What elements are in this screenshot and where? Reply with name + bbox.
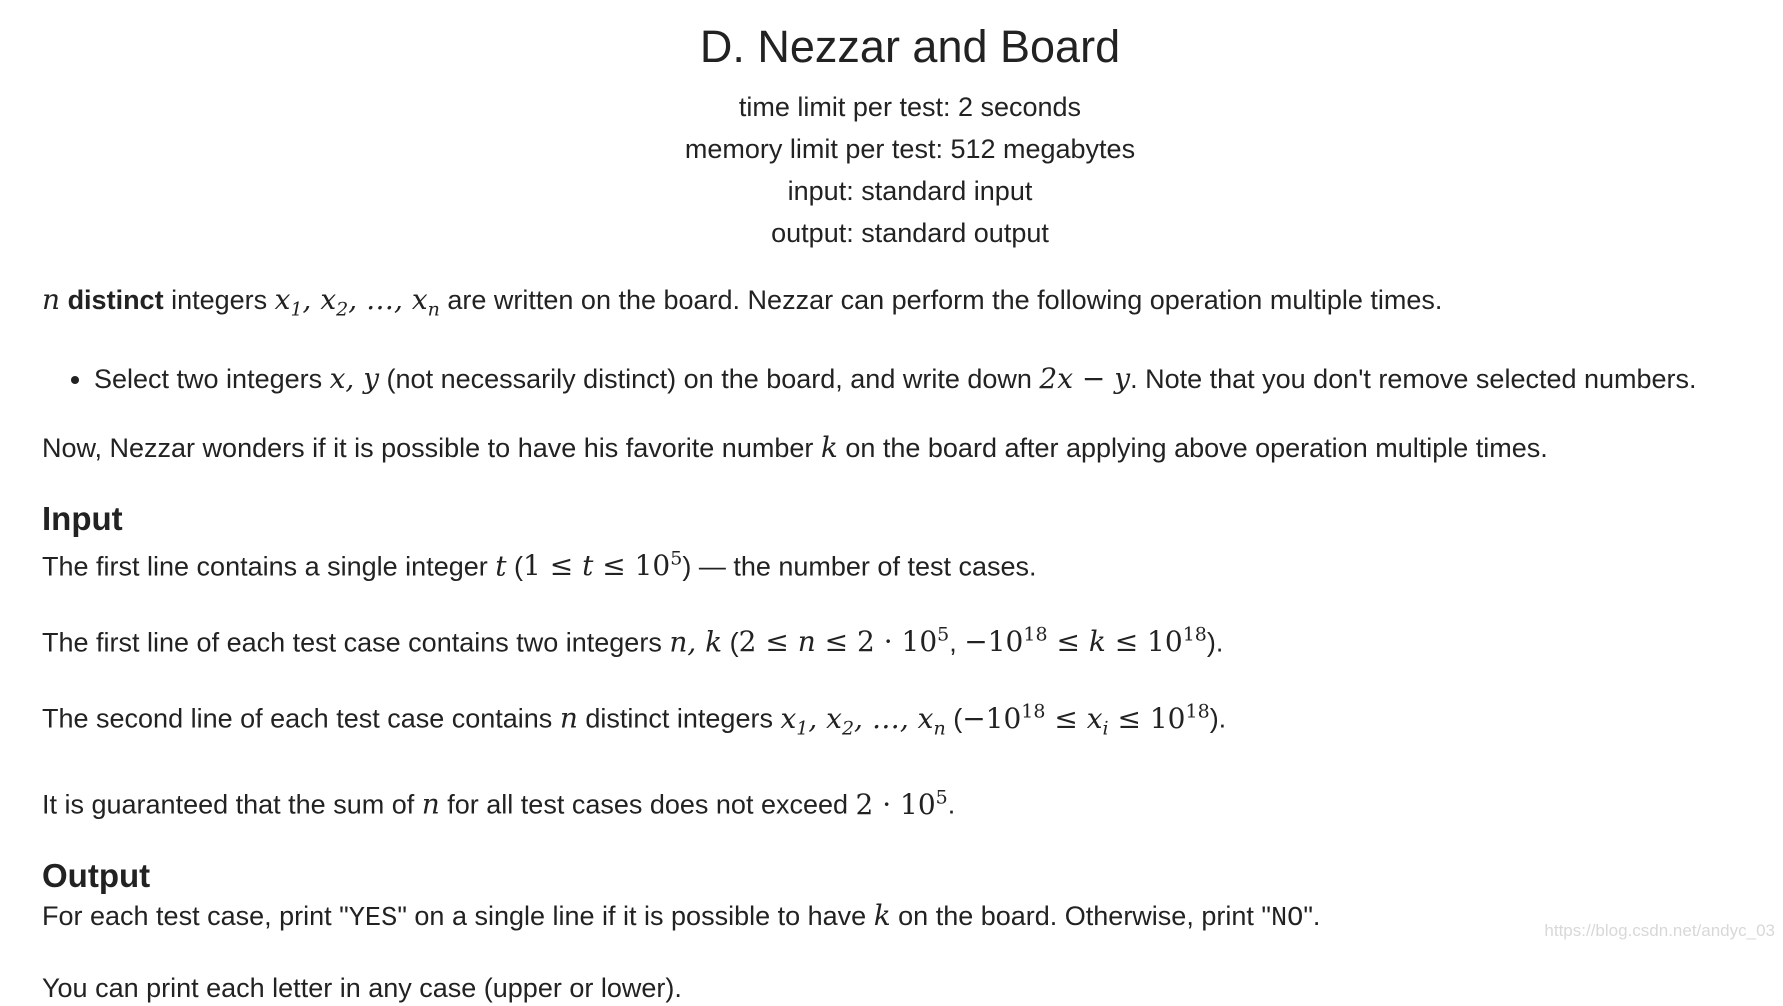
input-line-3: The second line of each test case contains n distinct integers $x_1$, $x_2$, …, $x_n$ $(-10^{18} \le x_i \le 10^{18})$. — [42, 700, 1227, 740]
list-item: • Select two integers x, y (not necessarily distinct) on the board, and write down 2x − y. Note that you don't remove selected numbers. — [94, 361, 1782, 397]
time-limit: time limit per test: 2 seconds — [738, 92, 1082, 122]
math-t-constraint: $1 \le t \le 10^5$ — [523, 547, 683, 582]
statement-paragraph-2: Now, Nezzar wonders if it is possible to have his favorite number k on the board after applying above operation multiple times. — [42, 430, 1548, 464]
math-n: n — [559, 701, 578, 735]
math-2x-minus-y: 2x − y — [1039, 361, 1131, 395]
yes-literal: YES — [348, 903, 398, 934]
memory-limit: memory limit per test: 512 megabytes — [684, 134, 1136, 164]
math-k: k — [820, 430, 838, 464]
problem-header — [0, 18, 1783, 254]
input-type: input: standard input — [787, 176, 1033, 206]
math-xy: x, y — [329, 361, 380, 395]
math-nk: n, k — [669, 625, 723, 659]
math-k: k — [873, 898, 891, 932]
watermark-url: https://blog.csdn.net/andyc_03 — [1544, 921, 1775, 940]
math-n: n — [421, 787, 440, 821]
math-sum-limit: $2 \cdot 10^5$ — [855, 786, 948, 821]
math-x-constraint: $-10^{18} \le x_i \le 10^{18}$ — [962, 700, 1210, 740]
output-type: output: standard output — [771, 218, 1049, 248]
math-x-sequence: $x_1$, $x_2$, …, $x_n$ — [780, 701, 946, 740]
problem-title: D. Nezzar and Board — [699, 21, 1121, 72]
distinct-bold: distinct — [67, 285, 164, 315]
math-t: t — [495, 548, 507, 582]
input-line-4: It is guaranteed that the sum of n for all test cases does not exceed $2 \cdot 10^5$. — [42, 786, 956, 821]
input-line-1: The first line contains a single integer t $(1 \le t \le 10^5)$ — the number of test cases. — [42, 547, 1037, 582]
math-k-constraint: $-10^{18} \le k \le 10^{18}$ — [964, 623, 1207, 659]
math-x-sequence: $x_1$, $x_2$, …, $x_n$ — [274, 283, 440, 321]
input-line-2: The first line of each test case contains two integers n, k ($2 \le n \le 2 \cdot 10^5$, $-10^{18} \le k \le 10^{18}$). — [42, 623, 1224, 659]
math-n-constraint: $2 \le n \le 2 \cdot 10^5$ — [738, 623, 950, 659]
problem-statement — [42, 282, 1782, 1006]
output-heading: Output — [42, 856, 151, 894]
input-heading: Input — [42, 499, 123, 537]
operation-list — [42, 361, 1782, 397]
statement-paragraph-1: n distinct integers $x_1$, $x_2$, …, $x_n$ are written on the board. Nezzar can perform the following operation multiple times. — [42, 283, 1443, 321]
output-line-2: You can print each letter in any case (upper or lower). — [42, 972, 682, 1003]
math-n: n — [42, 283, 61, 316]
no-literal: NO — [1270, 903, 1304, 934]
output-line-1: For each test case, print "YES" on a single line if it is possible to have k on the board. Otherwise, print "NO". — [42, 898, 1321, 934]
